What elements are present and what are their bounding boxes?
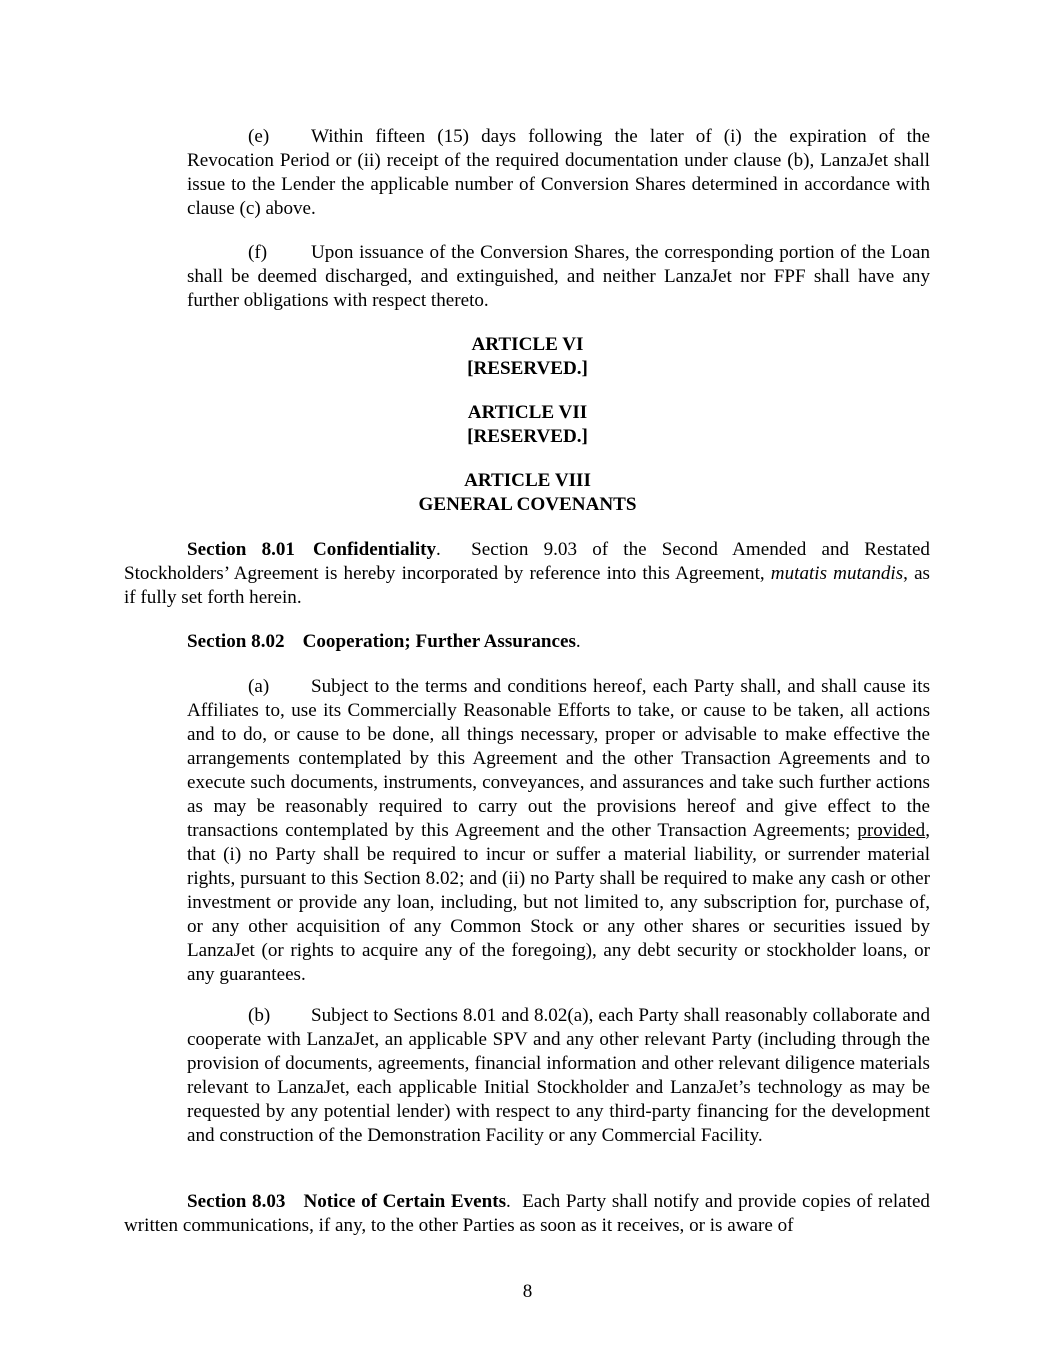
clause-f-paragraph — [187, 241, 930, 313]
article-vii-title: ARTICLE VII — [467, 402, 588, 423]
section-8-02-number: Section 8.02 — [187, 631, 285, 652]
section-8-03-text: Each Party shall notify and provide copies of related written communications, if any, to the other Parties as soon as it receives, or is aware of — [124, 1191, 930, 1236]
clause-e — [187, 125, 930, 221]
article-vi-title: ARTICLE VI — [471, 334, 584, 355]
clause-8-02-b-text: Subject to Sections 8.01 and 8.02(a), each Party shall reasonably collaborate and cooperate with LanzaJet, an applicable SPV and any other relevant Party (including through the provision of documents, agreements, financial information and other relevant diligence materials relevant to LanzaJet, each applicable Initial Stockholder and LanzaJet’s technology as may be requested by any potential lender) with respect to any third-party financing for the development and construction of the Demonstration Facility or any Commercial Facility. — [187, 1005, 930, 1146]
page-number: 8 — [522, 1281, 533, 1302]
section-8-01-text-a: Section 9.03 of the Second Amended and Restated Stockholders’ Agreement is hereby incorporated by reference into this Agreement, — [124, 539, 930, 584]
section-8-01-number: Section 8.01 — [187, 539, 295, 560]
section-8-01-text-b: , as if fully set forth herein. — [124, 563, 930, 608]
article-vii-subtitle: [RESERVED.] — [467, 426, 588, 447]
section-8-02 — [124, 630, 930, 654]
section-8-03-paragraph: Section 8.03 Notice of Certain Events. Each Party shall notify and provide copies of related written communications, if any, to the other Parties as soon as it receives, or is aware of — [124, 1191, 930, 1236]
section-8-01-title: Confidentiality — [312, 539, 437, 560]
clause-8-02-a-underlined: provided — [857, 820, 926, 841]
section-8-02-title: Cooperation; Further Assurances — [302, 631, 576, 652]
clause-8-02-b — [187, 1004, 930, 1148]
clause-8-02-a-text-a: Subject to the terms and conditions hereof, each Party shall, and shall cause its Affiliates to, use its Commercially Reasonable Efforts to take, or cause to be taken, all actions and to do, or cause to be done, all things necessary, proper or advisable to make effective the arrangements contemplated by this Agreement and the other Transaction Agreements and to execute such documents, instruments, conveyances, and assurances and take such further actions as may be reasonably required to carry out the provisions hereof and give effect to the transactions contemplated by this Agreement and the other Transaction Agreements; — [187, 676, 930, 841]
clause-8-02-b-paragraph — [187, 1004, 930, 1148]
clause-8-02-a-label: (a) — [248, 676, 270, 697]
article-viii-title: ARTICLE VIII — [464, 470, 591, 491]
article-vii-heading — [0, 401, 1055, 449]
article-vi-subtitle: [RESERVED.] — [467, 358, 588, 379]
clause-8-02-b-label: (b) — [248, 1005, 271, 1026]
section-8-01 — [124, 538, 930, 610]
article-viii-heading — [0, 469, 1055, 517]
clause-e-paragraph — [187, 125, 930, 221]
clause-f — [187, 241, 930, 313]
clause-e-text: Within fifteen (15) days following the later of (i) the expiration of the Revocation Period or (ii) receipt of the required documentation under clause (b), LanzaJet shall issue to the Lender the applicable number of Conversion Shares determined in accordance with clause (c) above. — [187, 126, 930, 219]
clause-8-02-a — [187, 675, 930, 987]
clause-8-02-a-paragraph — [187, 675, 930, 987]
section-8-02-heading: Section 8.02 Cooperation; Further Assurances. — [187, 631, 581, 652]
section-8-01-italic: mutatis mutandis — [770, 563, 904, 584]
section-8-03-title: Notice of Certain Events — [303, 1191, 507, 1212]
section-8-03 — [124, 1190, 930, 1238]
article-vi-heading — [0, 333, 1055, 381]
section-8-03-number: Section 8.03 — [187, 1191, 286, 1212]
article-viii-subtitle: GENERAL COVENANTS — [418, 494, 637, 515]
clause-f-label: (f) — [248, 242, 268, 263]
clause-e-label: (e) — [248, 126, 270, 147]
section-8-01-paragraph: Section 8.01 Confidentiality. Section 9.03 of the Second Amended and Restated Stockholders’ Agreement is hereby incorporated by reference into this Agreement, mutatis mutandis, as if fully set forth herein. — [124, 539, 930, 608]
clause-8-02-a-text-b: , that (i) no Party shall be required to incur or suffer a material liability, or surrender material rights, pursuant to this Section 8.02; and (ii) no Party shall be required to make any cash or other investment or provide any loan, including, but not limited to, any subscription for, purchase of, or any other acquisition of any Common Stock or any other shares or securities issued by LanzaJet (or rights to acquire any of the foregoing), any debt security or stockholder loans, or any guarantees. — [187, 820, 930, 985]
clause-f-text: Upon issuance of the Conversion Shares, the corresponding portion of the Loan shall be deemed discharged, and extinguished, and neither LanzaJet nor FPF shall have any further obligations with respect thereto. — [187, 242, 930, 311]
